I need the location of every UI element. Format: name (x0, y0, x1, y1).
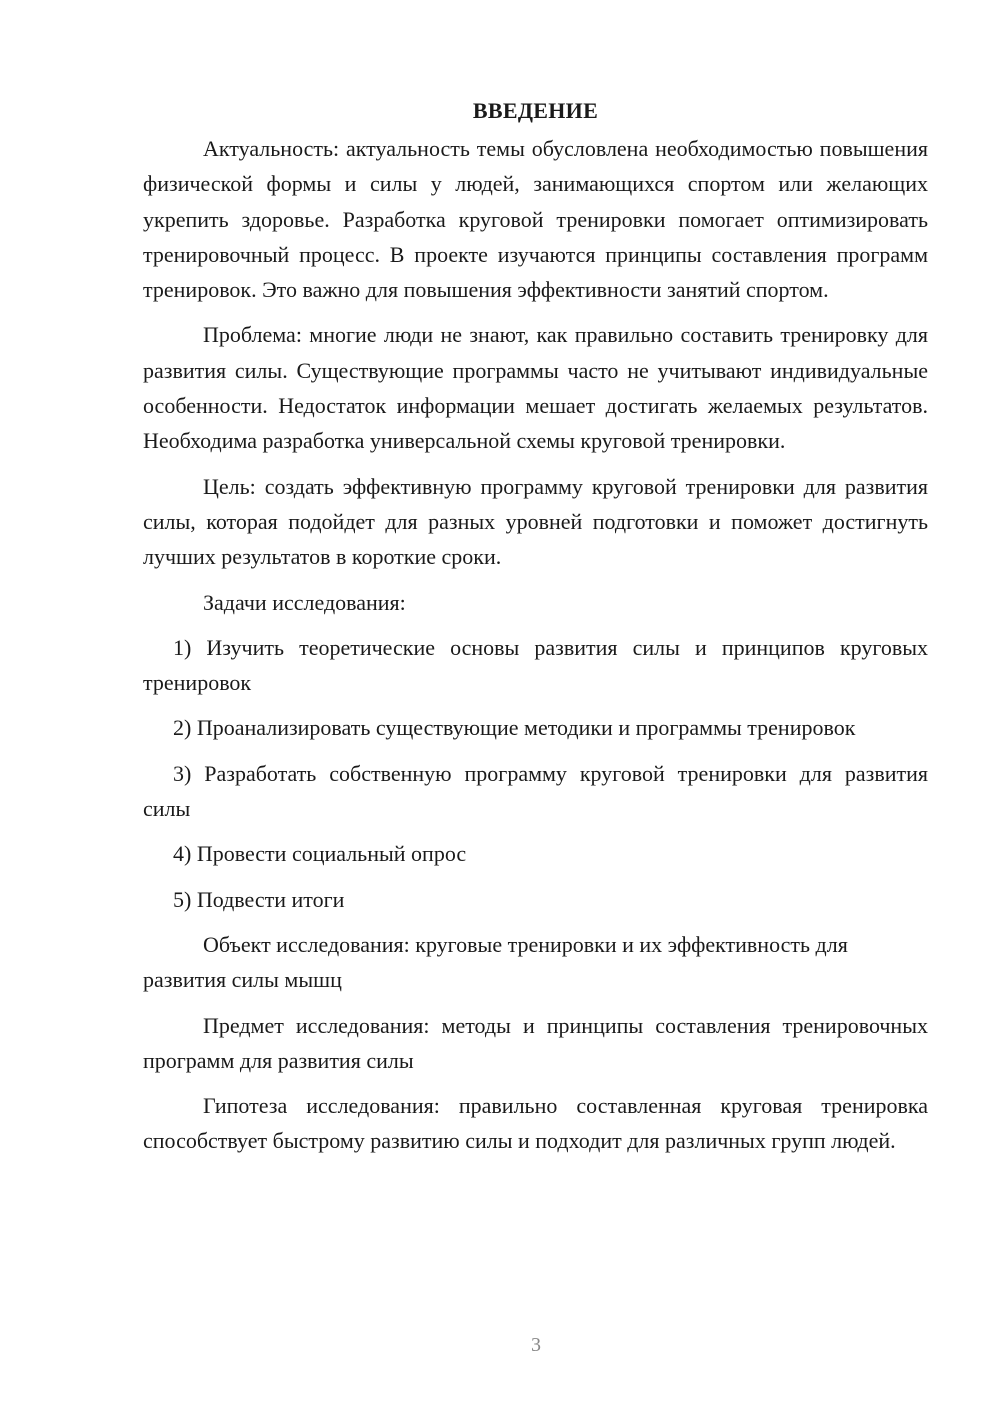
task-item-1: 1) Изучить теоретические основы развития силы и принципов круговых тренировок (143, 634, 928, 696)
hypothesis-paragraph: Гипотеза исследования: правильно составленная круговая тренировка способствует быстрому развитию силы и подходит для различных групп людей. (143, 1093, 928, 1154)
object-paragraph: Объект исследования: круговые тренировки и их эффективность для развития силы мышц (143, 931, 848, 993)
task-item-5: 5) Подвести итоги (173, 886, 345, 912)
task-item-3: 3) Разработать собственную программу круговой тренировки для развития силы (143, 760, 928, 822)
relevance-paragraph: Актуальность: актуальность темы обусловлена необходимостью повышения физической формы и силы у людей, занимающихся спортом или желающих укрепить здоровье. Разработка круговой тренировки помогает оптимизировать тренировочный процесс. В проекте изучаются принципы составления программ тренировок. Это важно для повышения эффективности занятий спортом. (143, 136, 928, 303)
document-page (143, 96, 928, 1169)
task-item-4: 4) Провести социальный опрос (173, 841, 467, 867)
problem-paragraph: Проблема: многие люди не знают, как правильно составить тренировку для развития силы. Существующие программы часто не учитывают индивидуальные особенности. Недостаток информации мешает достигать желаемых результатов. Необходима разработка универсальной схемы круговой тренировки. (143, 322, 928, 454)
page-title: ВВЕДЕНИЕ (472, 98, 599, 123)
tasks-heading: Задачи исследования: (203, 589, 406, 615)
page-number: 3 (531, 1334, 541, 1356)
subject-paragraph: Предмет исследования: методы и принципы составления тренировочных программ для развития силы (143, 1012, 928, 1073)
goal-paragraph: Цель: создать эффективную программу круговой тренировки для развития силы, которая подойдет для разных уровней подготовки и поможет достигнуть лучших результатов в короткие сроки. (143, 473, 928, 570)
task-item-2: 2) Проанализировать существующие методики и программы тренировок (173, 715, 856, 741)
